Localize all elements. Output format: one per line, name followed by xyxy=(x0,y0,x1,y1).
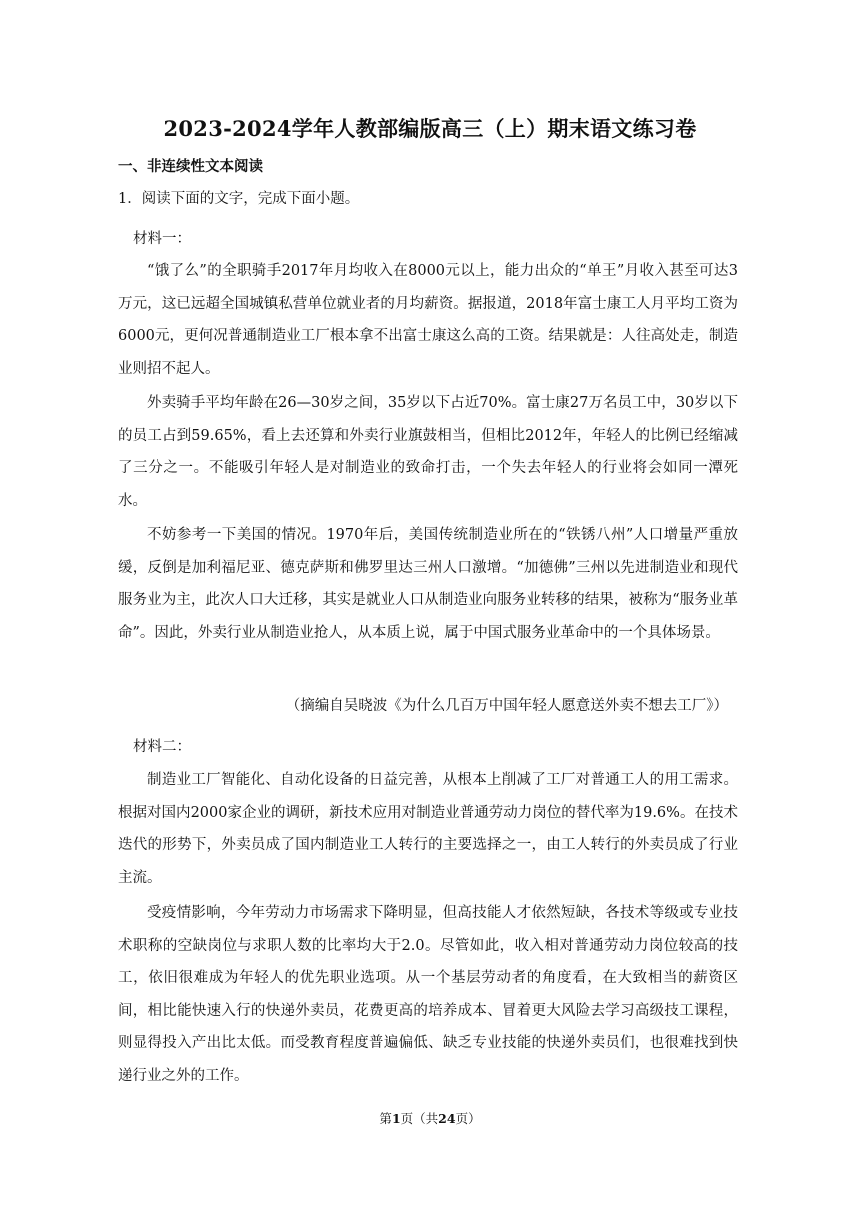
material-one-label: 材料一： xyxy=(133,231,191,247)
material-two-paragraph: 制造业工厂智能化、自动化设备的日益完善，从根本上削减了工厂对普通工人的用工需求。根据对国内2000家企业的调研，新技术应用对制造业普通劳动力岗位的替代率为19.6%。在技术迭代的形势下，外卖员成了国内制造业工人转行的主要选择之一，由工人转行的外卖员成了行业主流。 xyxy=(118,772,738,886)
question-intro: 1．阅读下面的文字，完成下面小题。 xyxy=(118,191,360,207)
material-one-paragraph: 外卖骑手平均年龄在26—30岁之间，35岁以下占近70%。富士康27万名员工中，30岁以下的员工占到59.65%，看上去还算和外卖行业旗鼓相当，但相比2012年，年轻人的比例已经缩减了三分之一。不能吸引年轻人是对制造业的致命打击，一个失去年轻人的行业将会如同一潭死水。 xyxy=(118,395,738,509)
material-one-source: （摘编自吴晓波《为什么几百万中国年轻人愿意送外卖不想去工厂》） xyxy=(285,698,728,714)
footer-prefix: 第 xyxy=(379,1111,392,1126)
material-one-paragraph: 不妨参考一下美国的情况。1970年后，美国传统制造业所在的“铁锈八州”人口增量严重放缓，反倒是加利福尼亚、德克萨斯和佛罗里达三州人口激增。“加德佛”三州以先进制造业和现代服务业为主，此次人口大迁移，其实是就业人口从制造业向服务业转移的结果，被称为“服务业革命”。因此，外卖行业从制造业抢人，从本质上说，属于中国式服务业革命中的一个具体场景。 xyxy=(118,527,738,641)
material-two-paragraph: 受疫情影响，今年劳动力市场需求下降明显，但高技能人才依然短缺，各技术等级或专业技术职称的空缺岗位与求职人数的比率均大于2.0。尽管如此，收入相对普通劳动力岗位较高的技工，依旧很难成为年轻人的优先职业选项。从一个基层劳动者的角度看，在大致相当的薪资区间，相比能快速入行的快递外卖员，花费更高的培养成本、冒着更大风险去学习高级技工课程，则显得投入产出比太低。而受教育程度普遍偏低、缺乏专业技能的快递外卖员们，也很难找到快递行业之外的工作。 xyxy=(118,905,738,1084)
page-footer xyxy=(0,1110,860,1128)
material-one-paragraph: “饿了么”的全职骑手2017年月均收入在8000元以上，能力出众的“单王”月收入甚至可达3万元，这已远超全国城镇私营单位就业者的月均薪资。据报道，2018年富士康工人月平均工资为6000元，更何况普通制造业工厂根本拿不出富士康这么高的工资。结果就是：人往高处走，制造业则招不起人。 xyxy=(118,263,738,377)
section-heading: 一、非连续性文本阅读 xyxy=(118,158,263,175)
material-two-label: 材料二： xyxy=(133,739,191,755)
footer-middle: 页（共 xyxy=(400,1111,439,1126)
page-title: 2023-2024学年人教部编版高三（上）期末语文练习卷 xyxy=(163,116,697,141)
footer-total-pages: 24 xyxy=(438,1111,456,1126)
footer-suffix: 页） xyxy=(455,1111,481,1126)
footer-page-number: 1 xyxy=(391,1111,401,1126)
